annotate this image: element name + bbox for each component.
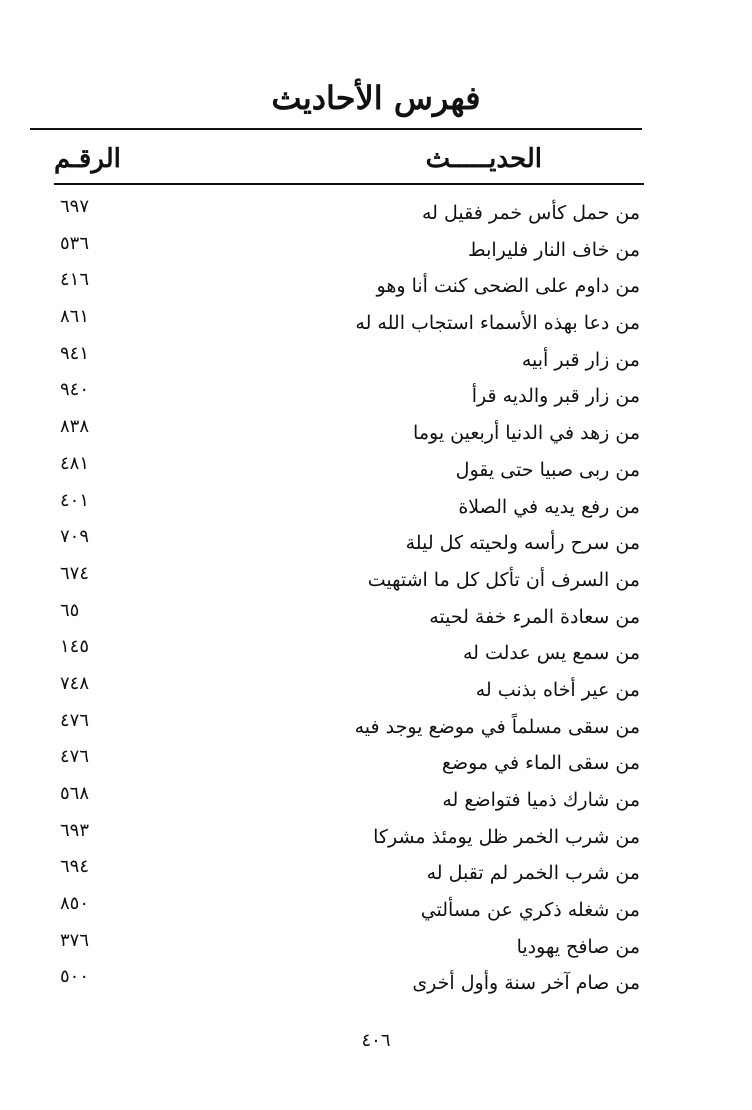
hadith-text: من زهد في الدنيا أربعين يوما bbox=[413, 422, 640, 445]
hadith-number: ٤١٦ bbox=[60, 269, 90, 291]
index-row bbox=[0, 709, 752, 746]
hadith-text: من شرب الخمر ظل يومئذ مشركا bbox=[373, 825, 640, 848]
hadith-number: ٨٦١ bbox=[60, 306, 90, 328]
index-row bbox=[0, 782, 752, 819]
index-row bbox=[0, 745, 752, 782]
hadith-text: من زار قبر والديه قرأ bbox=[471, 385, 640, 408]
page-number: ٤٠٦ bbox=[361, 1030, 391, 1051]
index-row bbox=[0, 342, 752, 379]
hadith-number: ٦٩٤ bbox=[60, 856, 90, 878]
index-list bbox=[0, 195, 752, 1002]
index-row bbox=[0, 525, 752, 562]
hadith-number: ٤٧٦ bbox=[60, 709, 90, 731]
hadith-number: ٧٤٨ bbox=[60, 672, 90, 694]
hadith-text: من ربى صبيا حتى يقول bbox=[455, 458, 640, 481]
index-row bbox=[0, 635, 752, 672]
hadith-text: من دعا بهذه الأسماء استجاب الله له bbox=[355, 312, 640, 335]
header-divider bbox=[54, 183, 644, 185]
hadith-number: ٣٧٦ bbox=[60, 929, 90, 951]
index-row bbox=[0, 672, 752, 709]
hadith-text: من السرف أن تأكل كل ما اشتهيت bbox=[367, 568, 640, 591]
hadith-number: ٥٠٠ bbox=[60, 966, 90, 988]
hadith-number: ٥٣٦ bbox=[60, 232, 90, 254]
hadith-text: من شغله ذكري عن مسألتي bbox=[420, 899, 640, 922]
hadith-text: من عير أخاه بذنب له bbox=[475, 678, 640, 701]
hadith-number: ٦٥ bbox=[60, 599, 80, 621]
column-header-number: الرقـم bbox=[54, 144, 121, 174]
hadith-number: ٦٧٤ bbox=[60, 562, 90, 584]
index-row bbox=[0, 195, 752, 232]
hadith-number: ٨٣٨ bbox=[60, 416, 90, 438]
hadith-number: ٤٨١ bbox=[60, 452, 90, 474]
index-row bbox=[0, 819, 752, 856]
page-title: فهرس الأحاديث bbox=[271, 79, 481, 117]
index-row bbox=[0, 599, 752, 636]
hadith-number: ٤٠١ bbox=[60, 489, 90, 511]
hadith-number: ٩٤٠ bbox=[60, 379, 90, 401]
index-row bbox=[0, 965, 752, 1002]
hadith-text: من زار قبر أبيه bbox=[521, 348, 640, 371]
hadith-text: من شارك ذميا فتواضع له bbox=[442, 789, 640, 811]
hadith-number: ٨٥٠ bbox=[60, 893, 90, 915]
hadith-text: من حمل كأس خمر فقيل له bbox=[422, 202, 640, 224]
index-row bbox=[0, 305, 752, 342]
index-row bbox=[0, 562, 752, 599]
hadith-number: ٤٧٦ bbox=[60, 746, 90, 768]
hadith-number: ١٤٥ bbox=[60, 636, 90, 658]
hadith-text: من سقى الماء في موضع bbox=[441, 752, 640, 775]
hadith-number: ٥٦٨ bbox=[60, 783, 90, 804]
index-row bbox=[0, 489, 752, 526]
hadith-number: ٩٤١ bbox=[60, 342, 90, 364]
index-row bbox=[0, 415, 752, 452]
hadith-text: من صام آخر سنة وأول أخرى bbox=[412, 972, 640, 995]
hadith-text: من رفع يديه في الصلاة bbox=[458, 495, 640, 518]
index-row bbox=[0, 268, 752, 305]
hadith-number: ٦٩٣ bbox=[60, 819, 90, 841]
hadith-text: من سمع يس عدلت له bbox=[462, 642, 640, 665]
index-row bbox=[0, 929, 752, 966]
hadith-text: من سرح رأسه ولحيته كل ليلة bbox=[405, 532, 640, 555]
hadith-text: من خاف النار فليرابط bbox=[468, 238, 640, 261]
hadith-number: ٧٠٩ bbox=[60, 526, 90, 548]
hadith-text: من شرب الخمر لم تقبل له bbox=[426, 862, 640, 885]
hadith-text: من داوم على الضحى كنت أنا وهو bbox=[376, 275, 640, 298]
index-row bbox=[0, 892, 752, 929]
title-divider bbox=[30, 128, 642, 130]
hadith-text: من سعادة المرء خفة لحيته bbox=[429, 605, 640, 628]
index-row bbox=[0, 232, 752, 269]
hadith-number: ٦٩٧ bbox=[60, 196, 90, 217]
column-header-hadith: الحديـــــث bbox=[425, 144, 542, 174]
index-row bbox=[0, 378, 752, 415]
index-row bbox=[0, 855, 752, 892]
hadith-text: من سقى مسلماً في موضع يوجد فيه bbox=[354, 715, 640, 738]
index-row bbox=[0, 452, 752, 489]
hadith-text: من صافح يهوديا bbox=[516, 935, 640, 958]
